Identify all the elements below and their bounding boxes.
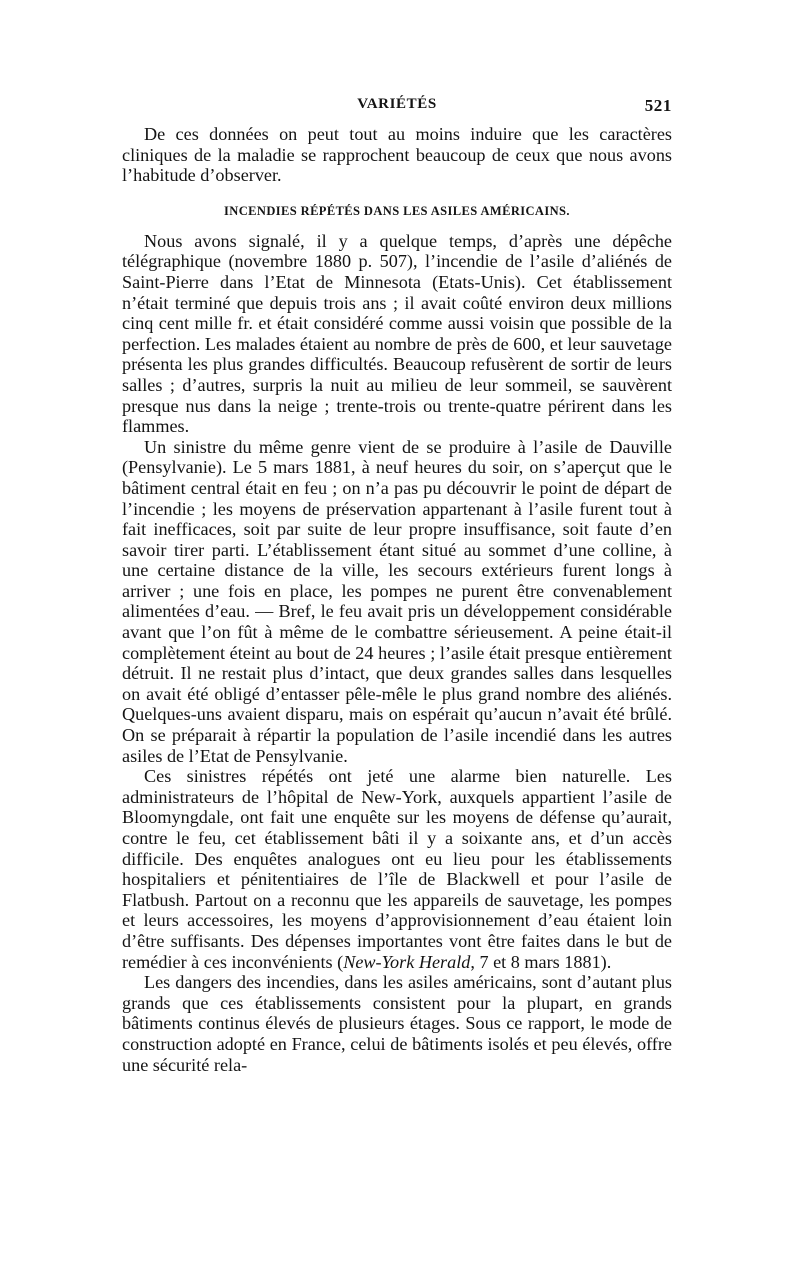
- paragraph-new-york: [122, 766, 672, 972]
- source-citation: New-York Herald: [343, 951, 471, 972]
- text-body: [122, 124, 672, 1075]
- paragraph-intro: De ces données on peut tout au moins induire que les caractères cliniques de la maladie se rapprochent beaucoup de ceux que nous avons l’habitude d’observer.: [122, 124, 672, 186]
- citation-date: , 7 et 8 mars 1881).: [470, 951, 612, 972]
- running-title: VARIÉTÉS: [357, 96, 437, 112]
- paragraph-new-york-text: Ces sinistres répétés ont jeté une alarme bien naturelle. Les administrateurs de l’hôpital de New-York, auxquels appartient l’asile de Bloomyngdale, ont fait une enquête sur les moyens de défense qu’aurait, contre le feu, cet établissement bâti il y a soixante ans, et d’un accès difficile. Des enquêtes analogues ont eu lieu pour les établissements hospitaliers et pénitentiaires de l’île de Blackwell et pour l’asile de Flatbush. Partout on a reconnu que les appareils de sauvetage, les pompes et leurs accessoires, les moyens d’approvisionnement d’eau étaient loin d’être suffisants. Des dépenses importantes vont être faites dans le but de remédier à ces inconvénients (: [122, 766, 672, 972]
- running-head: [122, 96, 672, 120]
- paragraph-dauville: Un sinistre du même genre vient de se produire à l’asile de Dauville (Pensylvanie). Le 5 mars 1881, à neuf heures du soir, on s’aperçut que le bâtiment central était en feu ; on n’a pas pu découvrir le point de départ de l’incendie ; les moyens de préservation appartenant à l’asile furent tout à fait inefficaces, soit par suite de leur propre insuffisance, soit faute d’en savoir tirer parti. L’établissement étant situé au sommet d’une colline, à une certaine distance de la ville, les secours extérieurs furent longs à arriver ; une fois en place, les pompes ne purent être convenablement alimentées d’eau. — Bref, le feu avait pris un développement considérable avant que l’on fût à même de le combattre sérieusement. A peine était-il complètement éteint au bout de 24 heures ; l’asile était presque entièrement détruit. Il ne restait plus d’intact, que deux grandes salles dans lesquelles on avait été obligé d’entasser pêle-mêle le plus grand nombre des aliénés. Quelques-uns avaient disparu, mais on espérait qu’aucun n’avait été brûlé. On se préparait à répartir la population de l’asile incendié dans les autres asiles de l’Etat de Pensylvanie.: [122, 436, 672, 766]
- paragraph-dangers: Les dangers des incendies, dans les asiles américains, sont d’autant plus grands que ces établissements consistent pour la plupart, en grands bâtiments continus élevés de plusieurs étages. Sous ce rapport, le mode de construction adopté en France, celui de bâtiments isolés et peu élevés, offre une sécurité rela-: [122, 972, 672, 1075]
- section-heading: INCENDIES RÉPÉTÉS DANS LES ASILES AMÉRICAINS.: [224, 203, 570, 218]
- paragraph-saint-pierre: Nous avons signalé, il y a quelque temps, d’après une dépêche télégraphique (novembre 1880 p. 507), l’incendie de l’asile d’aliénés de Saint-Pierre dans l’Etat de Minnesota (Etats-Unis). Cet établissement n’était terminé que depuis trois ans ; il avait coûté environ deux millions cinq cent mille fr. et était considéré comme aussi voisin que possible de la perfection. Les malades étaient au nombre de près de 600, et leur sauvetage présenta les plus grandes difficultés. Beaucoup refusèrent de sortir de leurs salles ; d’autres, surpris la nuit au milieu de leur sommeil, se sauvèrent presque nus dans la neige ; trente-trois ou trente-quatre périrent dans les flammes.: [122, 230, 672, 437]
- page-number: 521: [644, 96, 672, 115]
